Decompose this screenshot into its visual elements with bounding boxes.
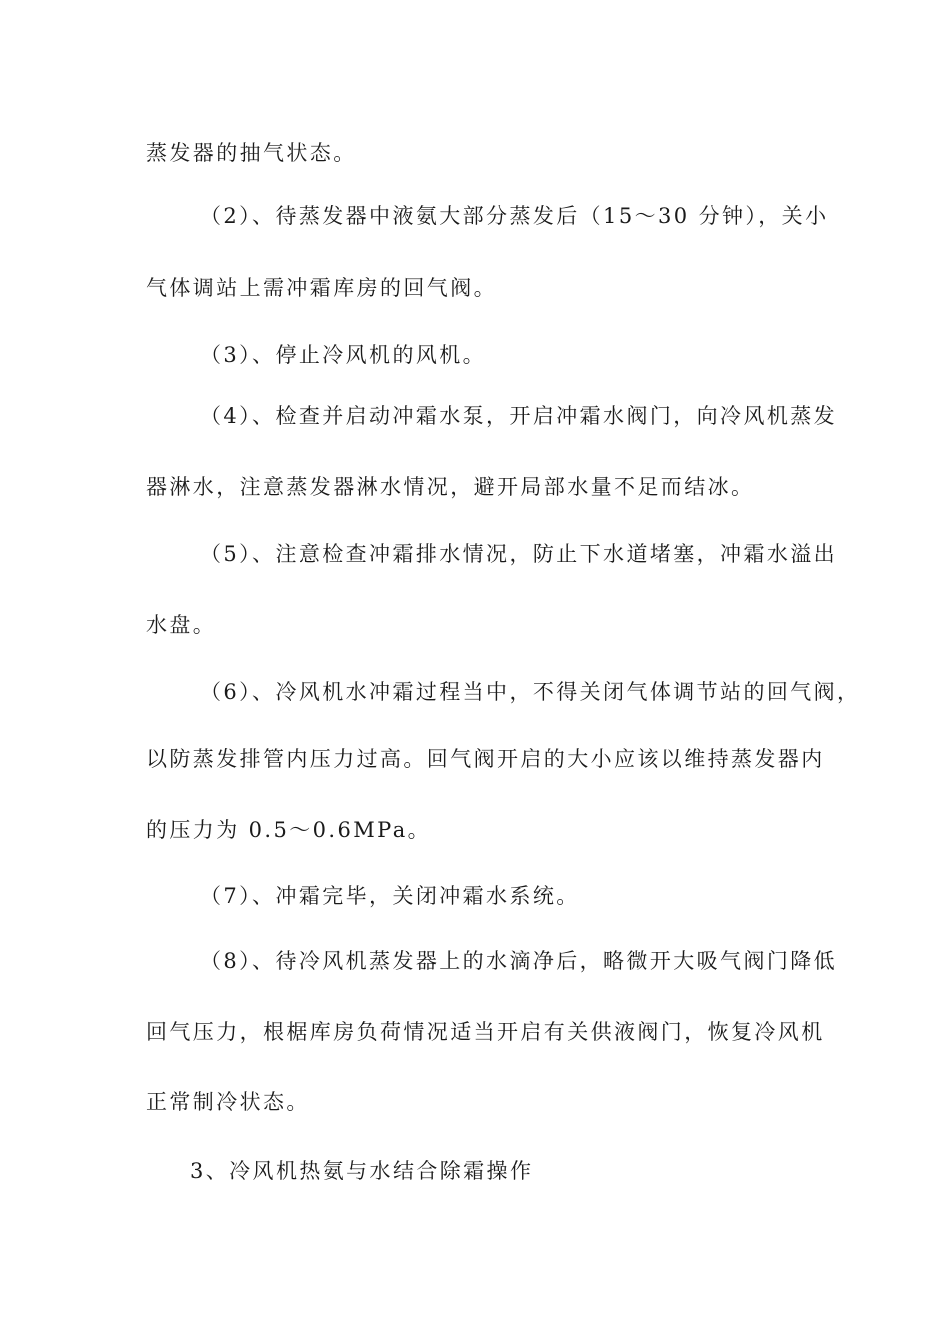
step-4-line-2: 器淋水，注意蒸发器淋水情况，避开局部水量不足而结冰。 xyxy=(146,475,755,499)
section-heading-3: 3、冷风机热氨与水结合除霜操作 xyxy=(190,1159,534,1183)
step-7-line: （7）、冲霜完毕，关闭冲霜水系统。 xyxy=(200,884,580,908)
step-6-line-1: （6）、冷风机水冲霜过程当中，不得关闭气体调节站的回气阀， xyxy=(200,680,861,704)
step-8-line-3: 正常制冷状态。 xyxy=(146,1090,310,1114)
step-2-line-2: 气体调站上需冲霜库房的回气阀。 xyxy=(146,276,497,300)
step-5-line-2: 水盘。 xyxy=(146,613,217,637)
step-8-line-1: （8）、待冷风机蒸发器上的水滴净后，略微开大吸气阀门降低 xyxy=(200,949,838,973)
step-6-line-3: 的压力为 0.5～0.6MPa。 xyxy=(146,818,432,842)
step-2-line-1: （2）、待蒸发器中液氨大部分蒸发后（15～30 分钟），关小 xyxy=(200,204,829,228)
step-4-line-1: （4）、检查并启动冲霜水泵，开启冲霜水阀门，向冷风机蒸发 xyxy=(200,404,838,428)
step-8-line-2: 回气压力，根椐库房负荷情况适当开启有关供液阀门，恢复冷风机 xyxy=(146,1020,825,1044)
step-6-line-2: 以防蒸发排管内压力过高。回气阀开启的大小应该以维持蒸发器内 xyxy=(146,747,825,771)
step-5-line-1: （5）、注意检查冲霜排水情况，防止下水道堵塞，冲霜水溢出 xyxy=(200,542,838,566)
step-3-line: （3）、停止冷风机的风机。 xyxy=(200,343,487,367)
text-line-continuation: 蒸发器的抽气状态。 xyxy=(146,141,357,165)
